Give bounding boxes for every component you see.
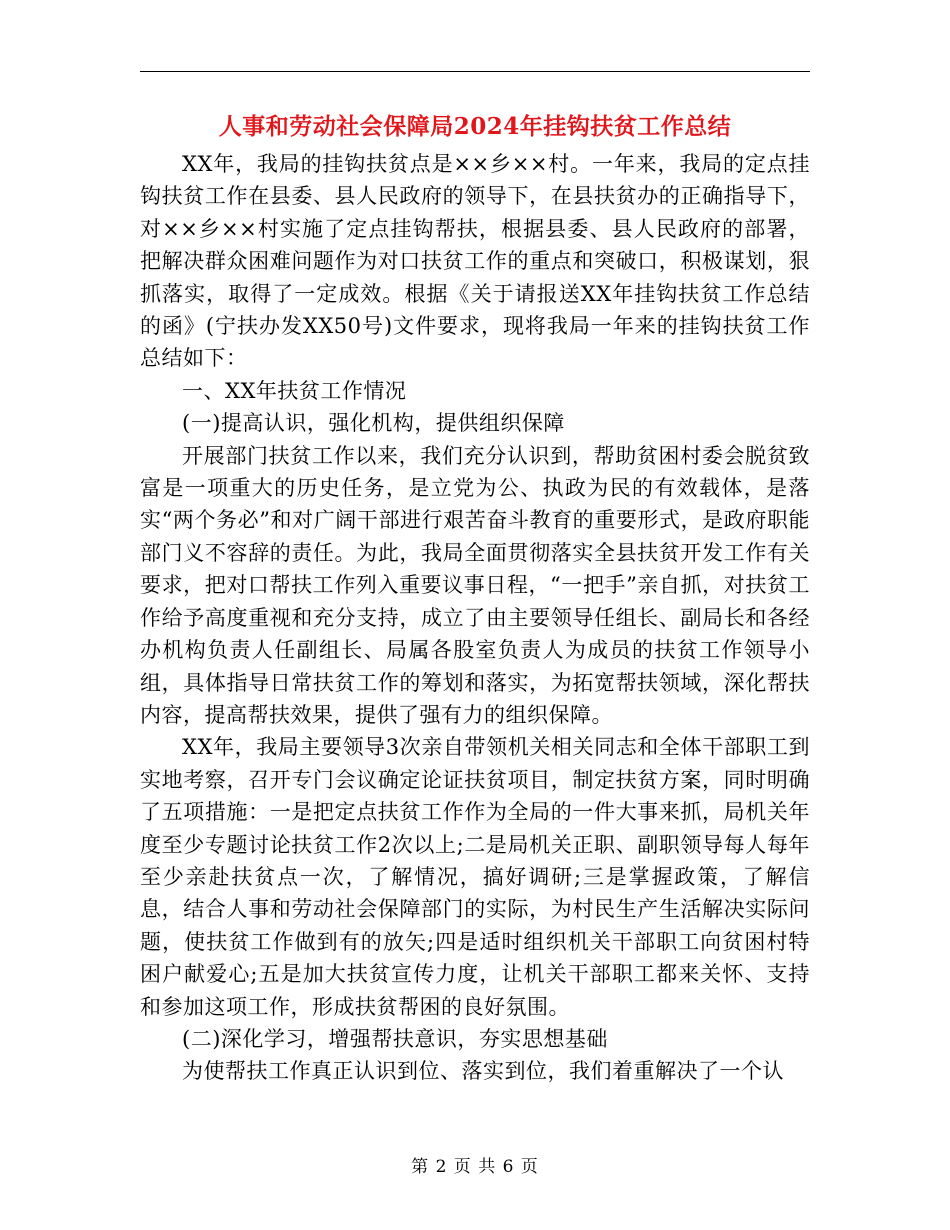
section-heading-1: 一、XX年扶贫工作情况 xyxy=(182,378,407,403)
body-paragraph-2: XX年，我局主要领导3次亲自带领机关相关同志和全体干部职工到实地考察，召开专门会议确定论证扶贫项目，制定扶贫方案，同时明确了五项措施：一是把定点扶贫工作作为全局的一件大事来抓，局机关年度至少专题讨论扶贫工作2次以上;二是局机关正职、副职领导每人每年至少亲赴扶贫点一次，了解情况，搞好调研;三是掌握政策，了解信息，结合人事和劳动社会保障部门的实际，为村民生产生活解决实际问题，使扶贫工作做到有的放矢;四是适时组织机关干部职工向贫困村特困户献爱心;五是加大扶贫宣传力度，让机关干部职工都来关怀、支持和参加这项工作，形成扶贫帮困的良好氛围。 xyxy=(140,735,810,1019)
document-title: 人事和劳动社会保障局2024年挂钩扶贫工作总结 xyxy=(218,113,732,140)
document-body xyxy=(140,148,810,1088)
header-rule xyxy=(140,71,810,72)
page-footer: 第 2 页 共 6 页 xyxy=(411,1157,539,1177)
body-paragraph-1: 开展部门扶贫工作以来，我们充分认识到，帮助贫困村委会脱贫致富是一项重大的历史任务，是立党为公、执政为民的有效载体，是落实“两个务必”和对广阔干部进行艰苦奋斗教育的重要形式，是政府职能部门义不容辞的责任。为此，我局全面贯彻落实全县扶贫开发工作有关要求，把对口帮扶工作列入重要议事日程，“一把手”亲自抓，对扶贫工作给予高度重视和充分支持，成立了由主要领导任组长、副局长和各经办机构负责人任副组长、局属各股室负责人为成员的扶贫工作领导小组，具体指导日常扶贫工作的筹划和落实，为拓宽帮扶领域，深化帮扶内容，提高帮扶效果，提供了强有力的组织保障。 xyxy=(140,443,810,727)
body-paragraph-3: 为使帮扶工作真正认识到位、落实到位，我们着重解决了一个认 xyxy=(182,1059,784,1084)
intro-paragraph: XX年，我局的挂钩扶贫点是××乡××村。一年来，我局的定点挂钩扶贫工作在县委、县人民政府的领导下，在县扶贫办的正确指导下，对××乡××村实施了定点挂钩帮扶，根据县委、县人民政府的部署，把解决群众困难问题作为对口扶贫工作的重点和突破口，积极谋划，狠抓落实，取得了一定成效。根据《关于请报送XX年挂钩扶贫工作总结的函》(宁扶办发XX50号)文件要求，现将我局一年来的挂钩扶贫工作总结如下： xyxy=(140,152,810,371)
subsection-heading-2: (二)深化学习，增强帮扶意识，夯实思想基础 xyxy=(182,1026,608,1051)
subsection-heading-1: (一)提高认识，强化机构，提供组织保障 xyxy=(182,411,565,436)
